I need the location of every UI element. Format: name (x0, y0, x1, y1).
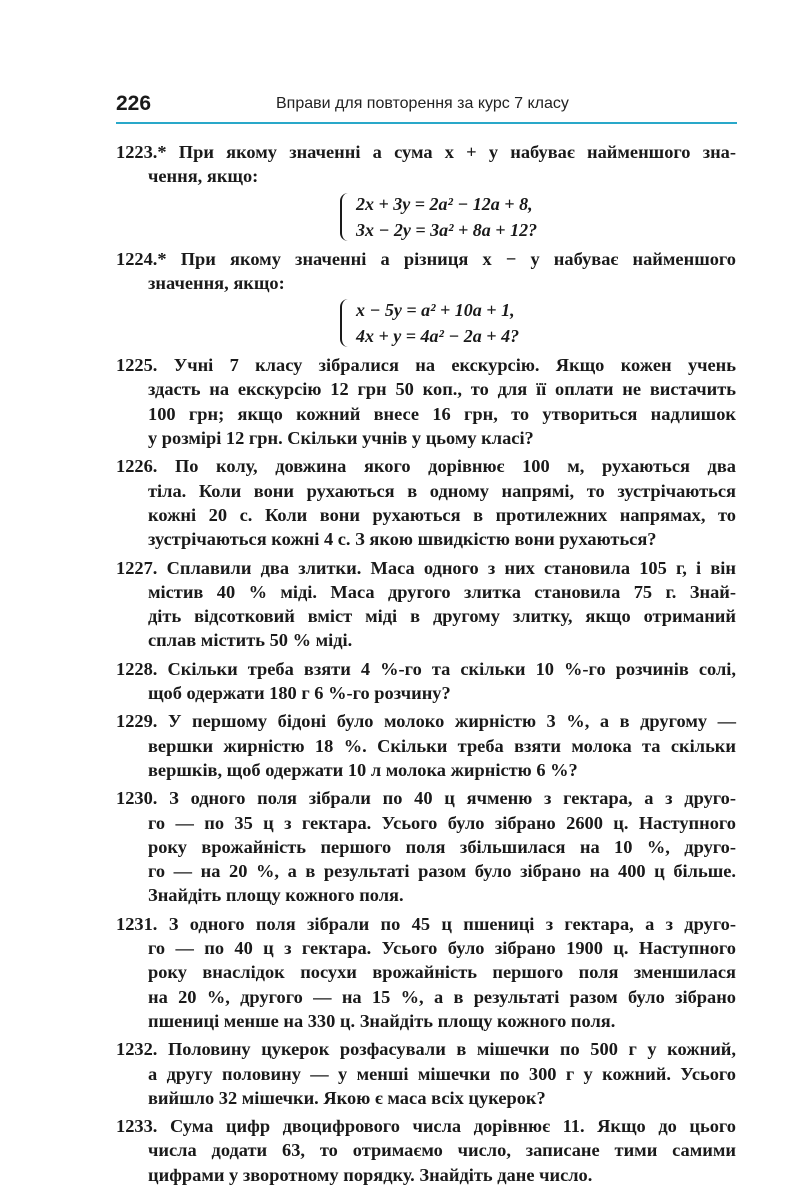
equation: x − 5y = a² + 10a + 1, (356, 300, 515, 321)
exercise-line: тіла. Коли вони рухаються в одному напрямі, то зустрічаються (148, 480, 736, 501)
exercise-number: 1223.* (116, 142, 167, 162)
exercise-line: 100 грн; якщо кожний внесе 16 грн, то утвориться надлишок (148, 403, 736, 424)
exercise-line: містив 40 % міді. Маса другого злитка становила 75 г. Знай- (148, 581, 736, 602)
exercise-1227 (116, 556, 736, 653)
exercise-text: Учні 7 класу зібралися на екскурсію. Якщо кожен учень (157, 355, 736, 376)
exercise-line: щоб одержати 180 г 6 %-го розчину? (148, 683, 451, 704)
exercise-text: У першому бідоні було молоко жирністю 3 %, а в другому — (157, 711, 736, 732)
exercise-line: значення, якщо: (148, 272, 285, 293)
exercise-number: 1224.* (116, 248, 167, 269)
exercise-1229 (116, 709, 736, 782)
exercise-1230 (116, 786, 736, 907)
exercise-line (116, 556, 736, 580)
exercise-text: Сума цифр двоцифрового числа дорівнює 11. Якщо до цього (157, 1116, 736, 1137)
exercise-line: го — на 20 %, а в результаті разом було зібрано на 400 ц більше. (148, 861, 736, 882)
exercise-number: 1232. (116, 1039, 158, 1060)
exercise-1223 (116, 140, 736, 243)
exercise-line: цифрами у зворотному порядку. Знайдіть дане число. (148, 1164, 593, 1185)
exercise-number: 1227. (116, 557, 158, 578)
equation: 4x + y = 4a² − 2a + 4? (356, 326, 520, 347)
exercise-line: здасть на екскурсію 12 грн 50 коп., то для її оплати не вистачить (148, 379, 736, 400)
exercise-number: 1229. (116, 711, 158, 732)
brace-symbol (340, 299, 352, 347)
equation: 2x + 3y = 2a² − 12a + 8, (356, 193, 533, 214)
exercise-line: на 20 %, другого — на 15 %, а в результаті разом було зібрано (148, 986, 736, 1007)
exercise-1232 (116, 1037, 736, 1110)
exercise-1228 (116, 657, 736, 706)
exercise-number: 1231. (116, 913, 158, 934)
exercise-number: 1230. (116, 788, 158, 809)
exercise-1233 (116, 1114, 736, 1187)
exercise-line: Знайдіть площу кожного поля. (148, 885, 404, 906)
header-rule (116, 122, 737, 124)
exercise-line: го — по 40 ц з гектара. Усього було зібрано 1900 ц. Наступного (148, 938, 736, 959)
exercise-line: чення, якщо: (148, 166, 259, 187)
exercise-line (116, 1037, 736, 1061)
exercise-number: 1226. (116, 456, 158, 477)
exercise-number: 1233. (116, 1116, 158, 1137)
exercise-line: вершки жирністю 18 %. Скільки треба взяти молока та скільки (148, 735, 736, 756)
exercise-line (116, 786, 736, 810)
exercise-text: З одного поля зібрали по 40 ц ячменю з гектара, а з друго- (157, 788, 736, 809)
exercise-1224 (116, 247, 736, 350)
exercise-line (116, 454, 736, 478)
exercise-line: вийшло 32 мішечки. Якою є маса всіх цукерок? (148, 1087, 546, 1108)
exercise-line (116, 657, 736, 681)
exercise-text: При якому значенні a сума x + y набуває найменшого зна- (166, 142, 736, 162)
equation-system (340, 191, 736, 243)
exercise-number: 1225. (116, 355, 158, 376)
running-title: Вправи для повторення за курс 7 класу (276, 95, 569, 112)
exercise-list (116, 140, 736, 1191)
brace-symbol (340, 193, 352, 241)
equation-system (340, 297, 736, 349)
exercise-number: 1228. (116, 658, 158, 679)
exercise-line: діть відсотковий вміст міді в другому злитку, якщо отриманий (148, 606, 736, 627)
equation: 3x − 2y = 3a² + 8a + 12? (356, 219, 538, 240)
exercise-line (116, 247, 736, 271)
exercise-line: вершків, щоб одержати 10 л молока жирністю 6 %? (148, 759, 578, 780)
exercise-line: числа додати 63, то отримаємо число, записане тими самими (148, 1140, 736, 1161)
page-header (116, 92, 736, 122)
exercise-line (116, 353, 736, 377)
exercise-text: По колу, довжина якого дорівнює 100 м, рухаються два (157, 456, 736, 477)
exercise-text: З одного поля зібрали по 45 ц пшениці з гектара, а з друго- (157, 913, 736, 934)
exercise-line: року внаслідок посухи врожайність першого поля зменшилася (148, 962, 736, 983)
exercise-1231 (116, 912, 736, 1033)
exercise-1226 (116, 454, 736, 551)
exercise-text: При якому значенні a різниця x − y набуває найменшого (166, 248, 736, 269)
exercise-line: сплав містить 50 % міді. (148, 630, 353, 651)
page-number: 226 (116, 92, 152, 115)
exercise-text: Скільки треба взяти 4 %-го та скільки 10 %-го розчинів солі, (157, 658, 736, 679)
exercise-line (116, 912, 736, 936)
exercise-line: го — по 35 ц з гектара. Усього було зібрано 2600 ц. Наступного (148, 812, 736, 833)
exercise-line (116, 140, 736, 164)
exercise-line (116, 709, 736, 733)
exercise-text: Половину цукерок розфасували в мішечки по 500 г у кожний, (157, 1039, 736, 1060)
exercise-line (116, 1114, 736, 1138)
exercise-line: у розмірі 12 грн. Скільки учнів у цьому класі? (148, 428, 534, 449)
exercise-text: Сплавили два злитки. Маса одного з них становила 105 г, і він (157, 557, 736, 578)
exercise-line: а другу половину — у менші мішечки по 300 г у кожний. Усього (148, 1063, 736, 1084)
exercise-1225 (116, 353, 736, 450)
exercise-line: року врожайність першого поля збільшилася на 10 %, друго- (148, 836, 736, 857)
exercise-line: пшениці менше на 330 ц. Знайдіть площу кожного поля. (148, 1010, 616, 1031)
exercise-line: зустрічаються кожні 4 с. З якою швидкістю вони рухаються? (148, 529, 657, 550)
exercise-line: кожні 20 с. Коли вони рухаються в протилежних напрямах, то (148, 504, 736, 525)
